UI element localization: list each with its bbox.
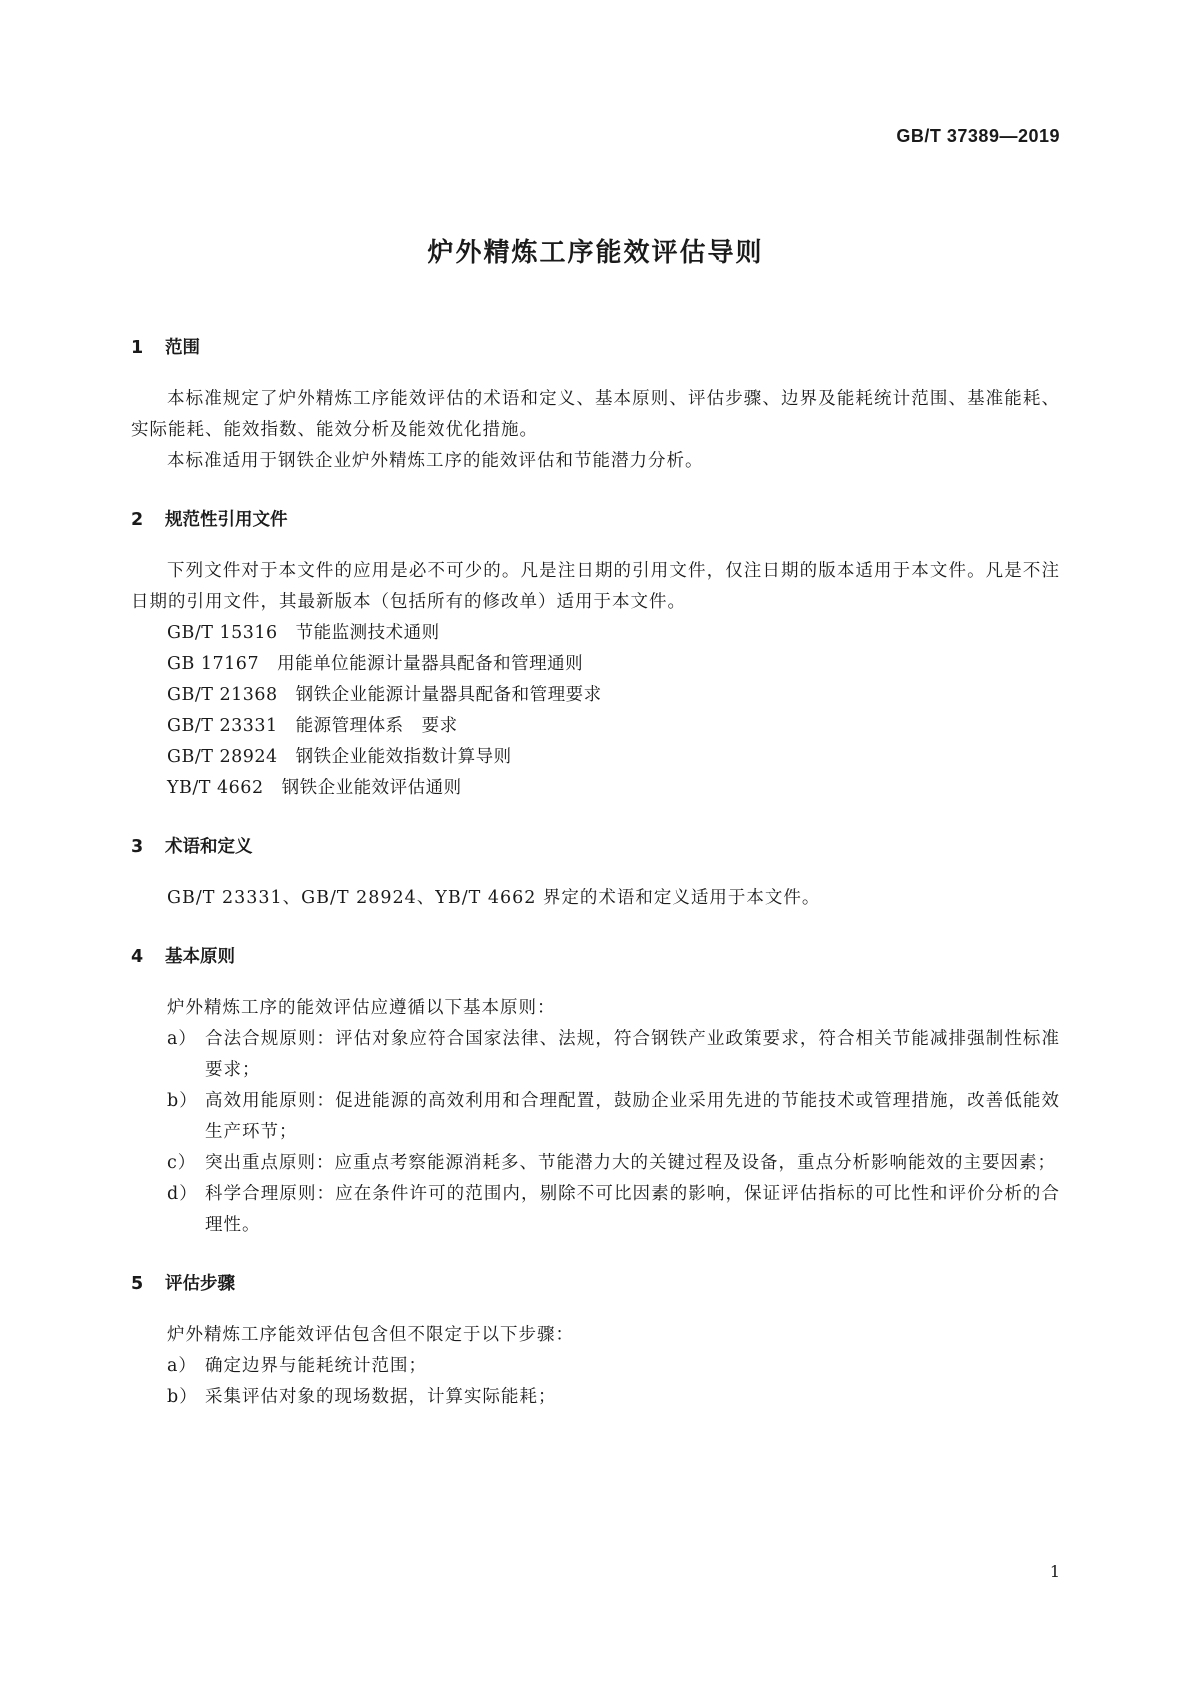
reference-code: GB/T 23331 [167,716,278,736]
reference-code: GB/T 21368 [167,685,278,705]
reference-title: 钢铁企业能效指数计算导则 [295,747,512,767]
paragraph: GB/T 23331、GB/T 28924、YB/T 4662 界定的术语和定义适用于本文件。 [167,888,821,908]
list-marker: b） [167,1091,198,1111]
reference-code: YB/T 4662 [167,778,264,798]
list-marker: c） [167,1153,197,1173]
section-1-heading [131,333,1060,364]
list-item [131,1086,1060,1148]
list-text: 突出重点原则：应重点考察能源消耗多、节能潜力大的关键过程及设备，重点分析影响能效的主要因素； [205,1153,1056,1173]
list-text: 采集评估对象的现场数据，计算实际能耗； [205,1387,557,1407]
document-body [131,333,1060,1413]
section-title: 范围 [165,338,200,358]
standard-code: GB/T 37389—2019 [896,126,1060,146]
reference-code: GB/T 15316 [167,623,278,643]
reference-entry [131,742,1060,773]
reference-title: 钢铁企业能源计量器具配备和管理要求 [295,685,602,705]
paragraph: 本标准适用于钢铁企业炉外精炼工序的能效评估和节能潜力分析。 [167,451,704,471]
section-number: 3 [131,837,144,857]
reference-title: 能源管理体系 要求 [295,716,458,736]
section-4-heading [131,942,1060,973]
reference-title: 节能监测技术通则 [295,623,440,643]
list-text: 科学合理原则：应在条件许可的范围内，剔除不可比因素的影响，保证评估指标的可比性和评价分析的合理性。 [205,1184,1060,1235]
paragraph: 炉外精炼工序能效评估包含但不限定于以下步骤： [167,1325,574,1345]
section-title: 术语和定义 [165,837,253,857]
list-text: 高效用能原则：促进能源的高效利用和合理配置，鼓励企业采用先进的节能技术或管理措施，改善低能效生产环节； [205,1091,1060,1142]
list-text: 确定边界与能耗统计范围； [205,1356,427,1376]
document-title: 炉外精炼工序能效评估导则 [427,238,764,268]
section-3-heading [131,832,1060,863]
reference-code: GB 17167 [167,654,260,674]
list-marker: a） [167,1029,197,1049]
section-title: 规范性引用文件 [165,510,288,530]
paragraph: 本标准规定了炉外精炼工序能效评估的术语和定义、基本原则、评估步骤、边界及能耗统计范围、基准能耗、实际能耗、能效指数、能效分析及能效优化措施。 [131,389,1060,440]
paragraph: 炉外精炼工序的能效评估应遵循以下基本原则： [167,998,556,1018]
section-number: 5 [131,1274,144,1294]
reference-entry [131,649,1060,680]
list-marker: a） [167,1356,197,1376]
reference-title: 钢铁企业能效评估通则 [281,778,462,798]
reference-entry [131,618,1060,649]
section-2-heading [131,505,1060,536]
section-number: 2 [131,510,144,530]
list-item [131,1148,1060,1179]
paragraph: 下列文件对于本文件的应用是必不可少的。凡是注日期的引用文件，仅注日期的版本适用于本文件。凡是不注日期的引用文件，其最新版本（包括所有的修改单）适用于本文件。 [131,561,1060,612]
section-title: 基本原则 [165,947,235,967]
list-item [131,1382,1060,1413]
list-item [131,1351,1060,1382]
list-text: 合法合规原则：评估对象应符合国家法律、法规，符合钢铁产业政策要求，符合相关节能减排强制性标准要求； [205,1029,1060,1080]
section-5-heading [131,1269,1060,1300]
page-number: 1 [1049,1562,1060,1581]
reference-title: 用能单位能源计量器具配备和管理通则 [277,654,584,674]
list-marker: d） [167,1184,198,1204]
reference-code: GB/T 28924 [167,747,278,767]
list-marker: b） [167,1387,198,1407]
list-item [131,1024,1060,1086]
section-number: 4 [131,947,144,967]
list-item [131,1179,1060,1241]
section-number: 1 [131,338,144,358]
reference-entry [131,680,1060,711]
section-title: 评估步骤 [165,1274,235,1294]
reference-entry [131,711,1060,742]
reference-entry [131,773,1060,804]
